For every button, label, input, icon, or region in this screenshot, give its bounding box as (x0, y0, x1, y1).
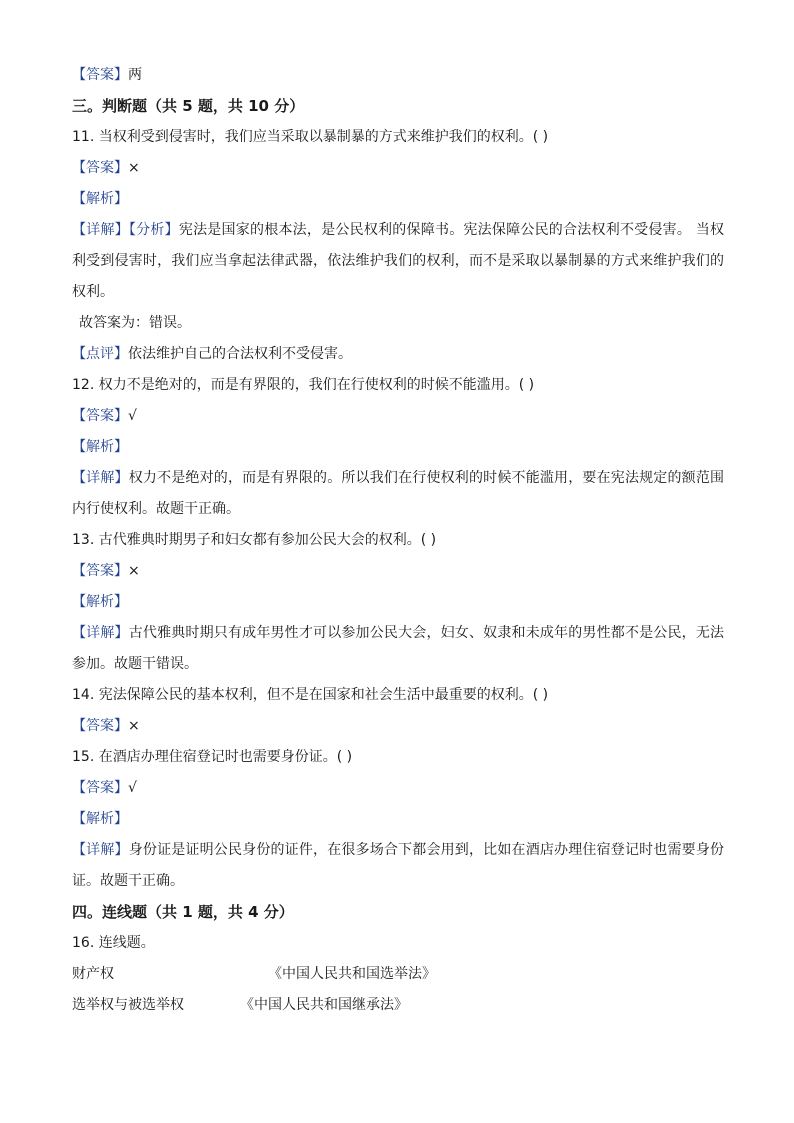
conclusion-line-11: 故答案为：错误。 (79, 315, 191, 331)
answer-line-13 (72, 556, 724, 587)
answer-tag: 【答案】 (72, 67, 128, 83)
question-13: 13. 古代雅典时期男子和妇女都有参加公民大会的权利。( ) (72, 532, 437, 548)
detail-tag: 【详解】 (72, 625, 129, 641)
answer-line-11 (72, 153, 724, 184)
answer-value: × (128, 160, 140, 176)
matching-row-1 (72, 959, 724, 990)
matching-left-item: 财产权 (72, 966, 114, 982)
section-heading-4: 四。连线题（共 1 题，共 4 分） (72, 903, 294, 921)
answer-value: × (128, 718, 140, 734)
answer-value: √ (128, 780, 137, 796)
answer-tag: 【答案】 (72, 408, 128, 424)
matching-row-2 (72, 990, 724, 1021)
detail-paragraph-12 (72, 463, 724, 525)
detail-paragraph-13 (72, 618, 724, 680)
analysis-tag-12: 【解析】 (72, 439, 128, 455)
answer-tag: 【答案】 (72, 160, 128, 176)
question-15: 15. 在酒店办理住宿登记时也需要身份证。( ) (72, 749, 353, 765)
analysis-tag-13: 【解析】 (72, 594, 128, 610)
answer-line-14 (72, 711, 724, 742)
detail-text: 古代雅典时期只有成年男性才可以参加公民大会，妇女、奴隶和未成年的男性都不是公民，无法参加。故题干错误。 (72, 625, 725, 672)
analysis-tag-11: 【解析】 (72, 191, 128, 207)
analysis-tag-15: 【解析】 (72, 811, 128, 827)
question-14: 14. 宪法保障公民的基本权利，但不是在国家和社会生活中最重要的权利。( ) (72, 687, 549, 703)
matching-right-item: 《中国人民共和国选举法》 (268, 966, 436, 982)
answer-line-15 (72, 773, 724, 804)
answer-tag: 【答案】 (72, 718, 128, 734)
question-12: 12. 权力不是绝对的，而是有界限的，我们在行使权利的时候不能滥用。( ) (72, 377, 535, 393)
answer-line-12 (72, 401, 724, 432)
detail-text: 宪法是国家的根本法，是公民权利的保障书。宪法保障公民的合法权利不受侵害。 当权利受到侵害时，我们应当拿起法律武器，依法维护我们的权利，而不是采取以暴制暴的方式来维护我们的权利。 (72, 222, 725, 300)
section-heading-3: 三。判断题（共 5 题，共 10 分） (72, 97, 305, 115)
comment-text: 依法维护自己的合法权利不受侵害。 (128, 346, 352, 362)
answer-tag: 【答案】 (72, 563, 128, 579)
answer-tag: 【答案】 (72, 780, 128, 796)
question-11: 11. 当权利受到侵害时，我们应当采取以暴制暴的方式来维护我们的权利。( ) (72, 129, 549, 145)
detail-tag: 【详解】 (72, 842, 129, 858)
answer-line-prev (72, 60, 724, 91)
comment-tag: 【点评】 (72, 346, 128, 362)
detail-tag: 【详解】 (72, 470, 129, 486)
detail-paragraph-11 (72, 215, 724, 308)
answer-value: × (128, 563, 140, 579)
answer-value: √ (128, 408, 137, 424)
detail-text: 身份证是证明公民身份的证件，在很多场合下都会用到，比如在酒店办理住宿登记时也需要身份证。故题干正确。 (72, 842, 725, 889)
analysis-sub-tag: 【分析】 (128, 222, 179, 238)
matching-right-item: 《中国人民共和国继承法》 (240, 997, 408, 1013)
detail-text: 权力不是绝对的，而是有界限的。所以我们在行使权利的时候不能滥用，要在宪法规定的额范围内行使权利。故题干正确。 (72, 470, 725, 517)
detail-paragraph-15 (72, 835, 724, 897)
comment-line-11 (72, 339, 724, 370)
answer-value: 两 (128, 67, 142, 83)
document-page (72, 60, 724, 1021)
matching-left-item: 选举权与被选举权 (72, 997, 184, 1013)
question-16: 16. 连线题。 (72, 935, 155, 951)
detail-tag: 【详解】 (72, 222, 129, 238)
